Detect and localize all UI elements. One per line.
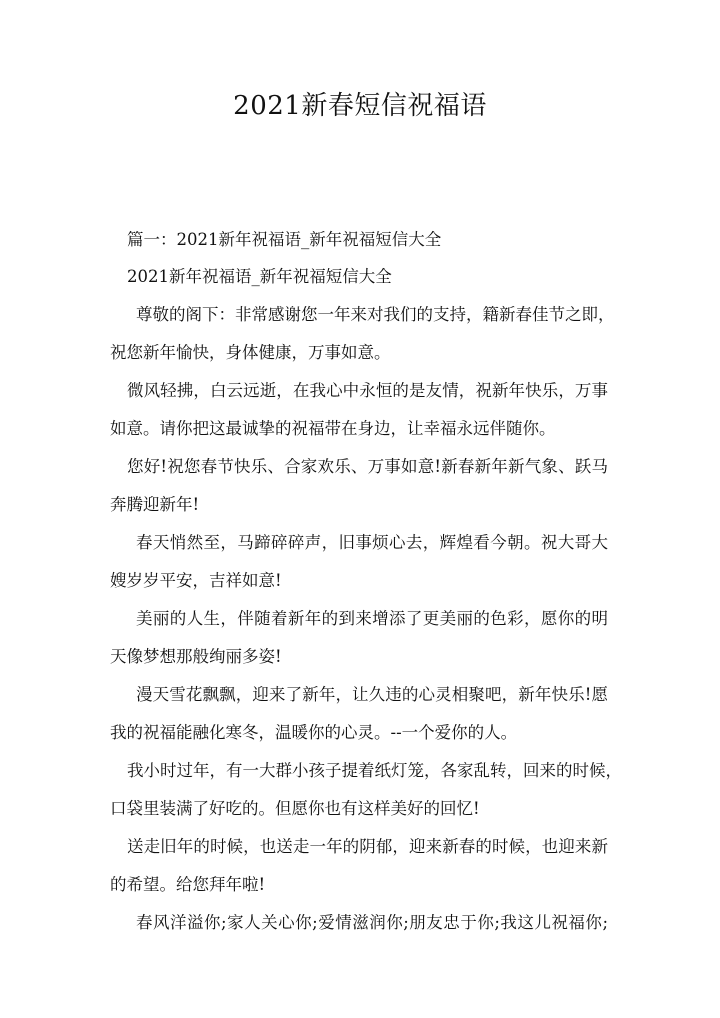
paragraph-5-line-1: 美丽的人生，伴随着新年的到来增添了更美丽的色彩，愿你的明 — [136, 609, 608, 628]
paragraph-6-line-2: 我的祝福能融化寒冬，温暖你的心灵。--一个爱你的人。 — [110, 723, 518, 742]
paragraph-7-line-2: 口袋里装满了好吃的。但愿你也有这样美好的回忆! — [110, 799, 480, 818]
paragraph-8-line-2: 的希望。给您拜年啦! — [110, 875, 266, 894]
paragraph-3-line-2: 奔腾迎新年! — [110, 495, 200, 514]
paragraph-4-line-2: 嫂岁岁平安，吉祥如意! — [110, 571, 282, 590]
paragraph-1-line-2: 祝您新年愉快，身体健康，万事如意。 — [110, 343, 391, 362]
paragraph-1-line-1: 尊敬的阁下：非常感谢您一年来对我们的支持，籍新春佳节之即， — [136, 305, 615, 324]
paragraph-2-line-2: 如意。请你把这最诚挚的祝福带在身边，让幸福永远伴随你。 — [110, 419, 556, 438]
paragraph-3-line-1: 您好!祝您春节快乐、合家欢乐、万事如意!新春新年新气象、跃马 — [127, 457, 608, 476]
paragraph-7-line-1: 我小时过年，有一大群小孩子提着纸灯笼，各家乱转，回来的时候， — [127, 761, 622, 780]
paragraph-8-line-1: 送走旧年的时候，也送走一年的阴郁，迎来新春的时候，也迎来新 — [127, 837, 608, 856]
paragraph-9-line-1: 春风洋溢你;家人关心你;爱情滋润你;朋友忠于你;我这儿祝福你; — [136, 913, 608, 932]
paragraph-4-line-1: 春天悄然至，马蹄碎碎声，旧事烦心去，辉煌看今朝。祝大哥大 — [136, 533, 608, 552]
section-heading: 篇一：2021新年祝福语_新年祝福短信大全 — [127, 230, 442, 249]
document-title: 2021新春短信祝福语 — [233, 91, 487, 121]
paragraph-5-line-2: 天像梦想那般绚丽多姿! — [110, 647, 282, 666]
paragraph-6-line-1: 漫天雪花飘飘，迎来了新年，让久违的心灵相聚吧，新年快乐!愿 — [136, 685, 608, 704]
paragraph-2-line-1: 微风轻拂，白云远逝，在我心中永恒的是友情，祝新年快乐，万事 — [127, 381, 608, 400]
subheading: 2021新年祝福语_新年祝福短信大全 — [127, 267, 392, 286]
